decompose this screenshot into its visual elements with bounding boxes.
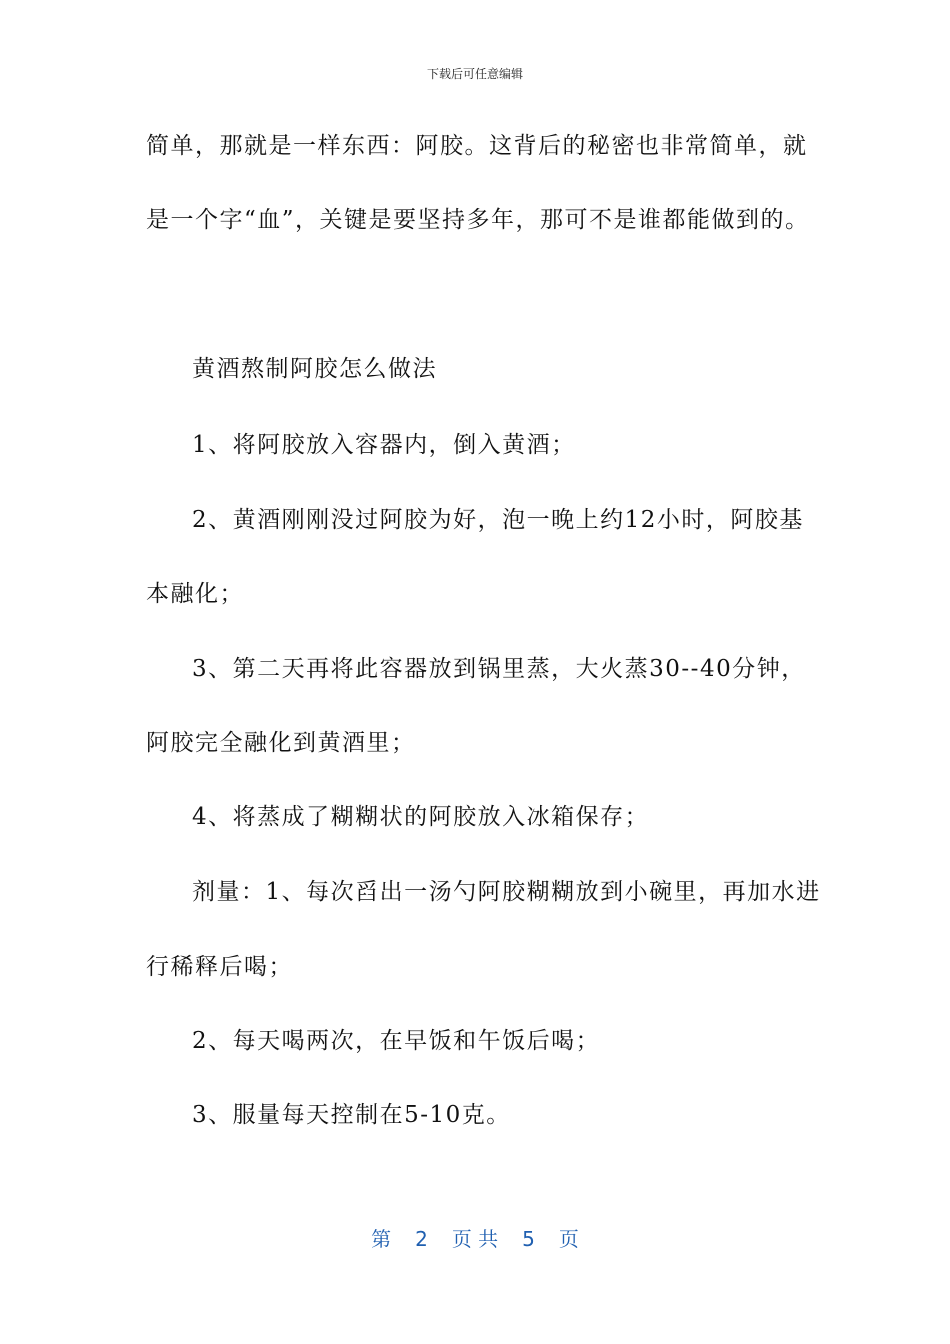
dosage-line: 剂量：1、每次舀出一汤勺阿胶糊糊放到小碗里，再加水进	[192, 879, 821, 905]
page-header: 下载后可任意编辑	[426, 67, 523, 81]
step-line: 3、第二天再将此容器放到锅里蒸，大火蒸30--40分钟，	[192, 656, 806, 682]
step-line-continuation: 本融化；	[146, 581, 244, 607]
footer-label-ye: 页	[558, 1227, 579, 1251]
step-line: 4、将蒸成了糊糊状的阿胶放入冰箱保存；	[192, 804, 650, 830]
step-line-continuation: 阿胶完全融化到黄酒里；	[146, 730, 416, 756]
footer-label-di: 第	[371, 1227, 392, 1251]
page-footer	[0, 1226, 950, 1252]
step-line: 2、黄酒刚刚没过阿胶为好，泡一晚上约12小时，阿胶基	[192, 507, 804, 533]
total-pages-number: 5	[522, 1227, 535, 1251]
paragraph-line: 是一个字“血”，关键是要坚持多年，那可不是谁都能做到的。	[146, 207, 810, 233]
dosage-line: 3、服量每天控制在5-10克。	[192, 1102, 511, 1128]
section-heading: 黄酒熬制阿胶怎么做法	[192, 356, 437, 382]
step-line: 1、将阿胶放入容器内，倒入黄酒；	[192, 432, 576, 458]
dosage-line-continuation: 行稀释后喝；	[146, 954, 293, 980]
current-page-number: 2	[415, 1227, 428, 1251]
paragraph-line: 简单，那就是一样东西：阿胶。这背后的秘密也非常简单，就	[146, 133, 808, 159]
dosage-line: 2、每天喝两次，在早饭和午饭后喝；	[192, 1028, 601, 1054]
footer-label-ye-gong: 页 共	[451, 1227, 499, 1251]
